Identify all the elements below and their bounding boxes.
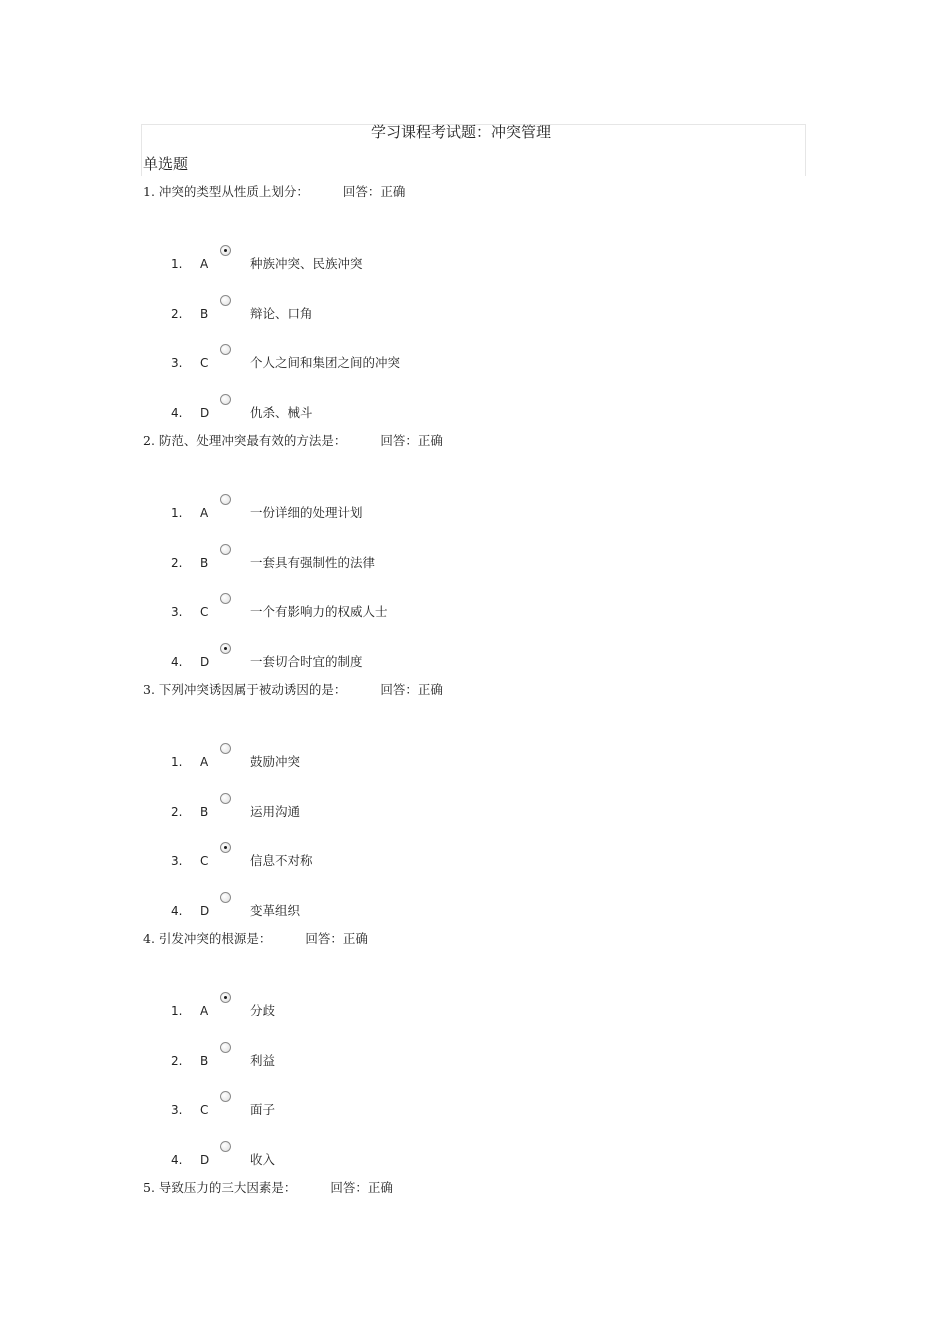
option-text: 利益 xyxy=(250,1053,276,1068)
option-number: 2. xyxy=(171,805,183,819)
option-row[interactable] xyxy=(0,253,700,275)
answer-status: 回答：正确 xyxy=(380,433,443,448)
option-text: 信息不对称 xyxy=(250,853,313,868)
option-text: 鼓励冲突 xyxy=(250,754,301,769)
question-3 xyxy=(143,681,443,699)
option-text: 分歧 xyxy=(250,1003,276,1018)
option-row[interactable] xyxy=(0,303,700,325)
radio-unchecked-icon[interactable] xyxy=(220,743,231,754)
question-text: 1. 冲突的类型从性质上划分： xyxy=(143,184,309,199)
option-number: 4. xyxy=(171,406,183,420)
radio-unchecked-icon[interactable] xyxy=(220,892,231,903)
option-row[interactable] xyxy=(0,651,700,673)
option-letter: B xyxy=(200,307,209,321)
option-row[interactable] xyxy=(0,1149,700,1171)
radio-checked-icon[interactable] xyxy=(220,992,231,1003)
option-row[interactable] xyxy=(0,601,700,623)
option-letter: C xyxy=(200,605,209,619)
option-row[interactable] xyxy=(0,402,700,424)
option-number: 3. xyxy=(171,356,183,370)
option-letter: B xyxy=(200,1054,209,1068)
answer-status: 回答：正确 xyxy=(330,1180,393,1195)
option-text: 辩论、口角 xyxy=(250,306,313,321)
option-text: 变革组织 xyxy=(250,903,301,918)
option-letter: C xyxy=(200,854,209,868)
option-text: 一套切合时宜的制度 xyxy=(250,654,363,669)
radio-unchecked-icon[interactable] xyxy=(220,494,231,505)
option-number: 2. xyxy=(171,307,183,321)
option-text: 种族冲突、民族冲突 xyxy=(250,256,363,271)
question-5 xyxy=(143,1179,393,1197)
option-letter: D xyxy=(200,406,210,420)
question-text: 4. 引发冲突的根源是： xyxy=(143,931,272,946)
option-number: 4. xyxy=(171,655,183,669)
option-number: 1. xyxy=(171,1004,183,1018)
answer-status: 回答：正确 xyxy=(380,682,443,697)
option-text: 一份详细的处理计划 xyxy=(250,505,363,520)
radio-checked-icon[interactable] xyxy=(220,842,231,853)
option-row[interactable] xyxy=(0,352,700,374)
option-letter: A xyxy=(200,506,209,520)
radio-checked-icon[interactable] xyxy=(220,245,231,256)
option-letter: D xyxy=(200,655,210,669)
option-text: 一套具有强制性的法律 xyxy=(250,555,376,570)
option-number: 4. xyxy=(171,904,183,918)
radio-unchecked-icon[interactable] xyxy=(220,544,231,555)
option-number: 1. xyxy=(171,257,183,271)
option-text: 一个有影响力的权威人士 xyxy=(250,604,388,619)
option-row[interactable] xyxy=(0,552,700,574)
option-row[interactable] xyxy=(0,751,700,773)
option-row[interactable] xyxy=(0,502,700,524)
question-text: 2. 防范、处理冲突最有效的方法是： xyxy=(143,433,347,448)
option-letter: A xyxy=(200,1004,209,1018)
option-number: 2. xyxy=(171,1054,183,1068)
radio-unchecked-icon[interactable] xyxy=(220,1042,231,1053)
radio-unchecked-icon[interactable] xyxy=(220,593,231,604)
option-row[interactable] xyxy=(0,1099,700,1121)
option-number: 3. xyxy=(171,854,183,868)
option-letter: B xyxy=(200,805,209,819)
answer-status: 回答：正确 xyxy=(305,931,368,946)
radio-checked-icon[interactable] xyxy=(220,643,231,654)
option-text: 运用沟通 xyxy=(250,804,301,819)
option-row[interactable] xyxy=(0,900,700,922)
radio-unchecked-icon[interactable] xyxy=(220,1091,231,1102)
question-1 xyxy=(143,183,405,201)
option-number: 1. xyxy=(171,755,183,769)
question-text: 3. 下列冲突诱因属于被动诱因的是： xyxy=(143,682,347,697)
option-letter: D xyxy=(200,904,210,918)
option-number: 4. xyxy=(171,1153,183,1167)
radio-unchecked-icon[interactable] xyxy=(220,1141,231,1152)
option-row[interactable] xyxy=(0,850,700,872)
option-letter: D xyxy=(200,1153,210,1167)
option-text: 收入 xyxy=(250,1152,276,1167)
section-title: 单选题 xyxy=(143,155,189,173)
question-2 xyxy=(143,432,443,450)
option-row[interactable] xyxy=(0,801,700,823)
option-letter: A xyxy=(200,755,209,769)
option-number: 1. xyxy=(171,506,183,520)
option-text: 个人之间和集团之间的冲突 xyxy=(250,355,401,370)
option-number: 2. xyxy=(171,556,183,570)
option-letter: C xyxy=(200,1103,209,1117)
question-text: 5. 导致压力的三大因素是： xyxy=(143,1180,297,1195)
option-letter: C xyxy=(200,356,209,370)
answer-status: 回答：正确 xyxy=(342,184,406,199)
option-text: 面子 xyxy=(250,1102,276,1117)
radio-unchecked-icon[interactable] xyxy=(220,793,231,804)
option-letter: A xyxy=(200,257,209,271)
option-number: 3. xyxy=(171,1103,183,1117)
question-4 xyxy=(143,930,368,948)
page-title: 学习课程考试题：冲突管理 xyxy=(370,123,551,141)
option-row[interactable] xyxy=(0,1050,700,1072)
radio-unchecked-icon[interactable] xyxy=(220,394,231,405)
option-row[interactable] xyxy=(0,1000,700,1022)
radio-unchecked-icon[interactable] xyxy=(220,344,231,355)
option-letter: B xyxy=(200,556,209,570)
option-number: 3. xyxy=(171,605,183,619)
radio-unchecked-icon[interactable] xyxy=(220,295,231,306)
option-text: 仇杀、械斗 xyxy=(250,405,313,420)
